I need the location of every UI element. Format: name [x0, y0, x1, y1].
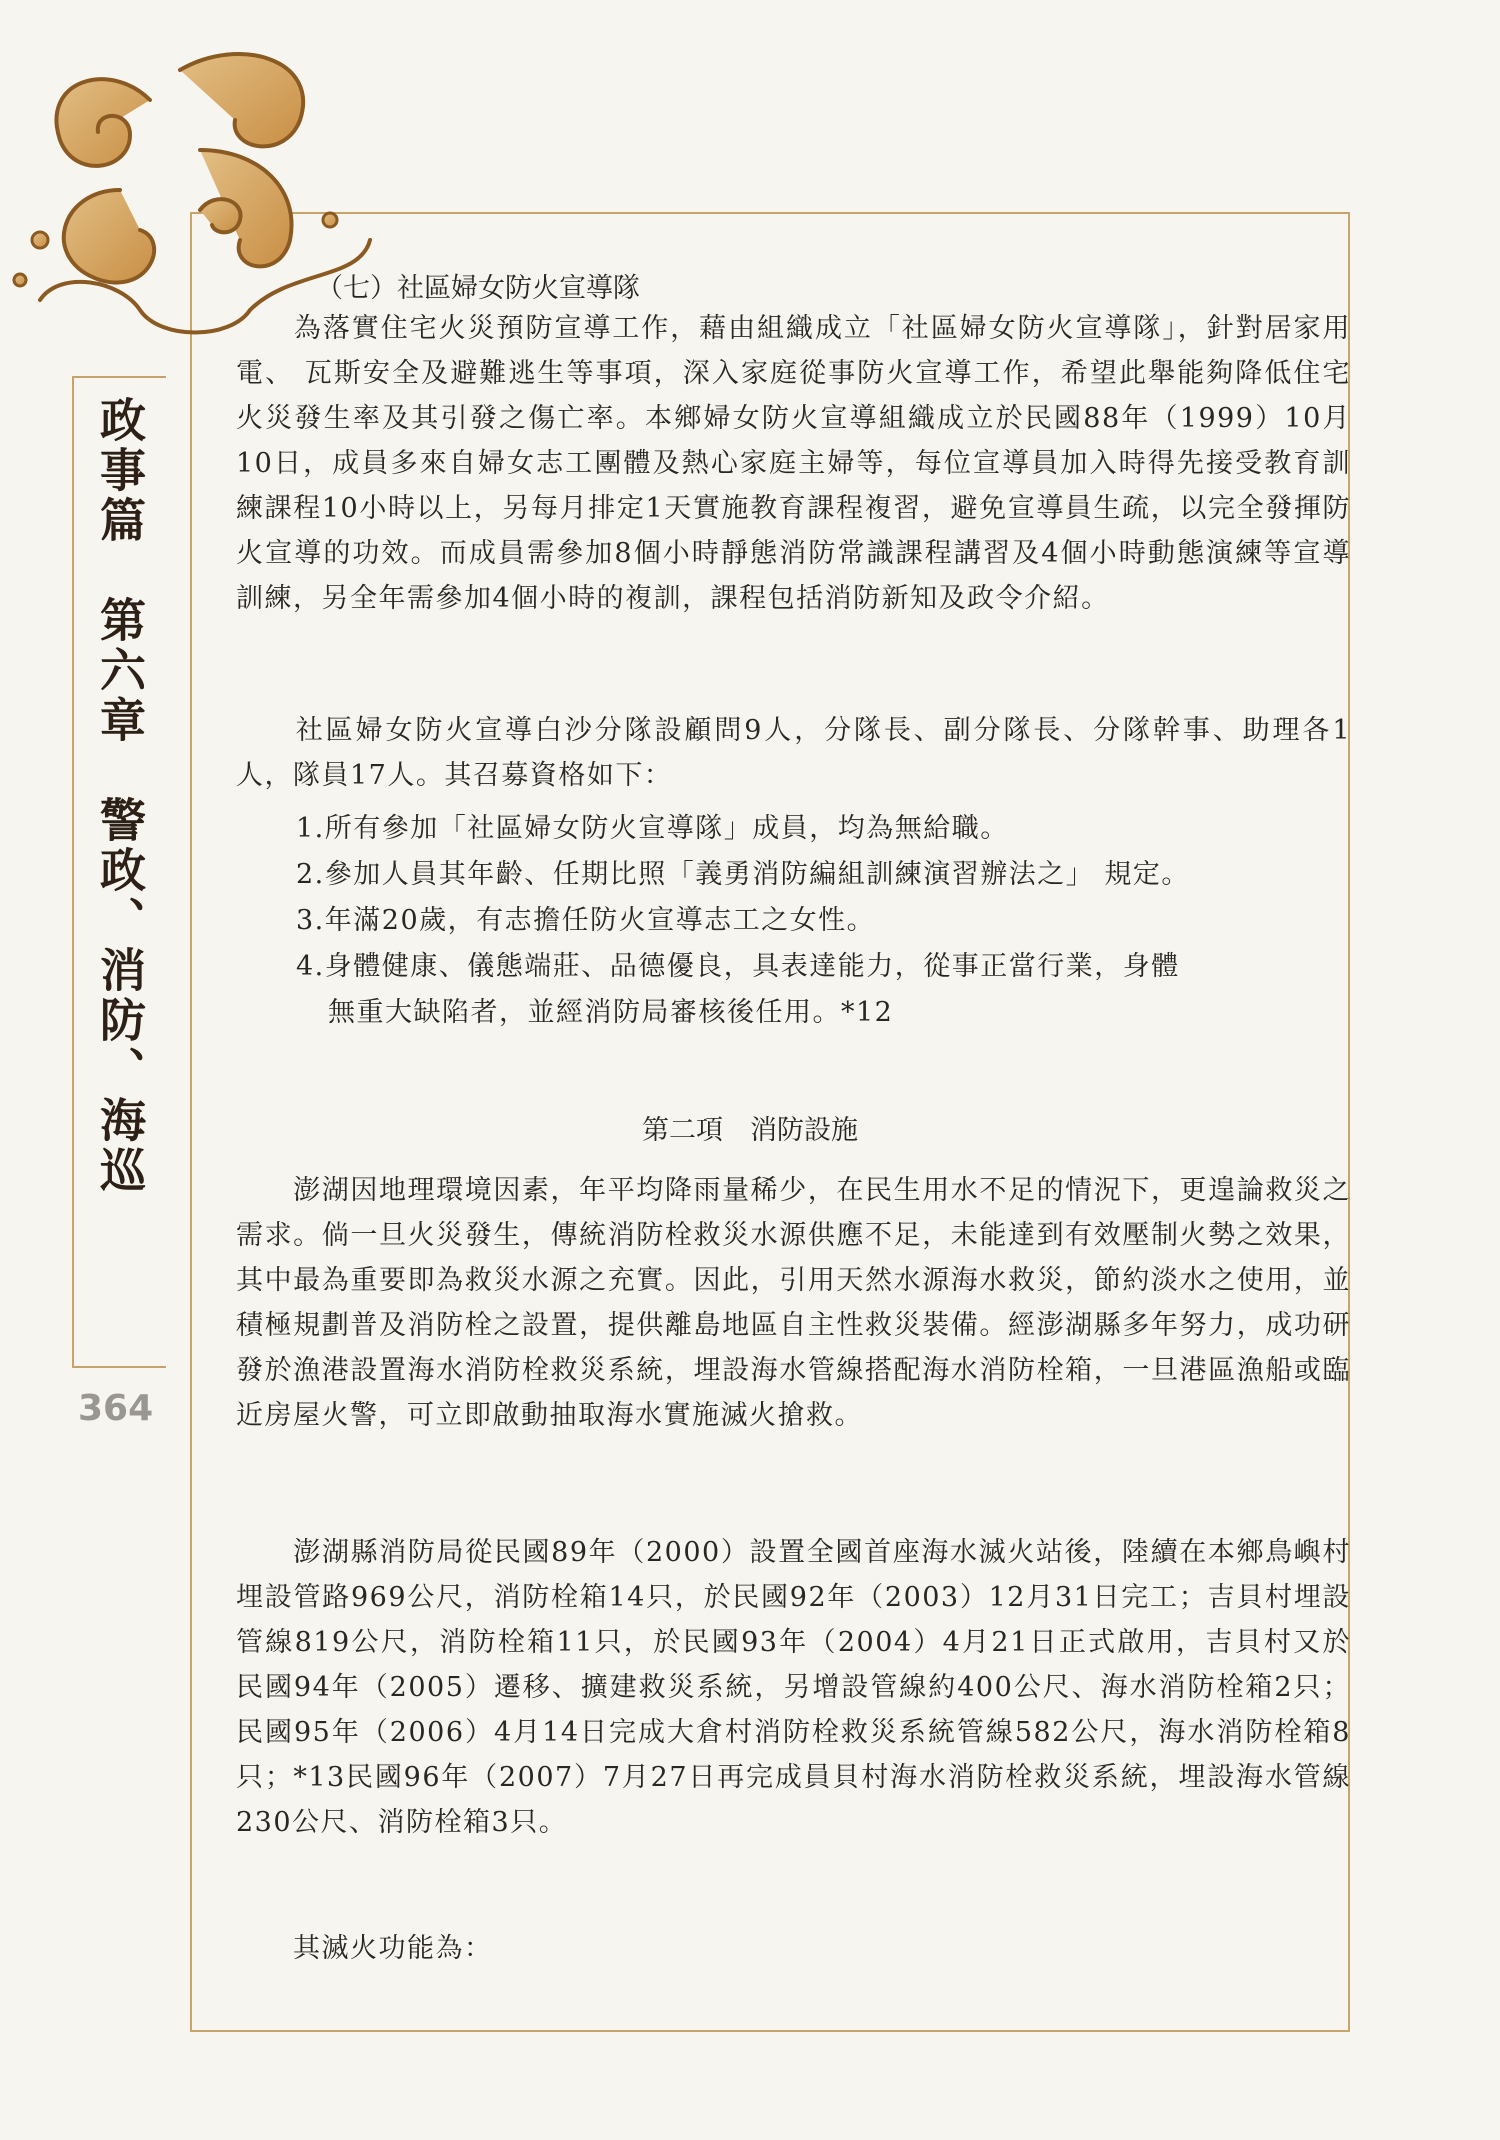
list-item: 2.參加人員其年齡、任期比照「義勇消防編組訓練演習辦法之」 規定。	[296, 859, 1190, 890]
paragraph: 為落實住宅火災預防宣導工作，藉由組織成立「社區婦女防火宣導隊」，針對居家用電、 瓦斯安全及避難逃生等事項，深入家庭從事防火宣導工作，希望此舉能夠降低住宅火災發生率及其引發之傷亡率。本鄉婦女防火宣導組織成立於民國88年（1999）10月10日，成員多來自婦女志工團體及熱心家庭主婦等，每位宣導員加入時得先接受教育訓練課程10小時以上，另每月排定1天實施教育課程複習，避免宣導員生疏，以完全發揮防火宣導的功效。而成員需參加8個小時靜態消防常識課程講習及4個小時動態演練等宣導訓練，另全年需參加4個小時的複訓，課程包括消防新知及政令介紹。	[236, 313, 1351, 614]
paragraph: 其滅火功能為：	[236, 1933, 493, 1964]
list-item: 4.身體健康、儀態端莊、品德優良，具表達能力，從事正當行業，身體	[296, 951, 1180, 982]
list-item: 3.年滿20歲，有志擔任防火宣導志工之女性。	[296, 905, 876, 936]
list-item: 1.所有參加「社區婦女防火宣導隊」成員，均為無給職。	[296, 813, 1009, 844]
paragraph: 社區婦女防火宣導白沙分隊設顧問9人，分隊長、副分隊長、分隊幹事、助理各1人，隊員17人。其召募資格如下：	[236, 715, 1351, 791]
paragraph: 澎湖縣消防局從民國89年（2000）設置全國首座海水滅火站後，陸續在本鄉鳥嶼村埋設管路969公尺，消防栓箱14只，於民國92年（2003）12月31日完工；吉貝村埋設管線819公尺，消防栓箱11只，於民國93年（2004）4月21日正式啟用，吉貝村又於民國94年（2005）遷移、擴建救災系統，另增設管線約400公尺、海水消防栓箱2只；民國95年（2006）4月14日完成大倉村消防栓救災系統管線582公尺，海水消防栓箱8只；*13民國96年（2007）7月27日再完成員貝村海水消防栓救災系統，埋設海水管線230公尺、消防栓箱3只。	[236, 1537, 1352, 1838]
paragraph: 澎湖因地理環境因素，年平均降雨量稀少，在民生用水不足的情況下，更遑論救災之需求。倘一旦火災發生，傳統消防栓救災水源供應不足，未能達到有效壓制火勢之效果，其中最為重要即為救災水源之充實。因此，引用天然水源海水救災，節約淡水之使用，並積極規劃普及消防栓之設置，提供離島地區自主性救災裝備。經澎湖縣多年努力，成功研發於漁港設置海水消防栓救災系統，埋設海水管線搭配海水消防栓箱，一旦港區漁船或臨近房屋火警，可立即啟動抽取海水實施滅火搶救。	[236, 1175, 1351, 1431]
chapter-side-tab	[72, 376, 166, 1368]
subsection-heading: （七）社區婦女防火宣導隊	[316, 273, 640, 304]
page-number: 364	[78, 1388, 154, 1429]
list-item-continued: 無重大缺陷者，並經消防局審核後任用。*12	[328, 997, 894, 1028]
section-title: 第二項 消防設施	[642, 1115, 858, 1146]
chapter-title: 政事篇 第六章 警政、消防、海巡	[93, 396, 147, 1196]
